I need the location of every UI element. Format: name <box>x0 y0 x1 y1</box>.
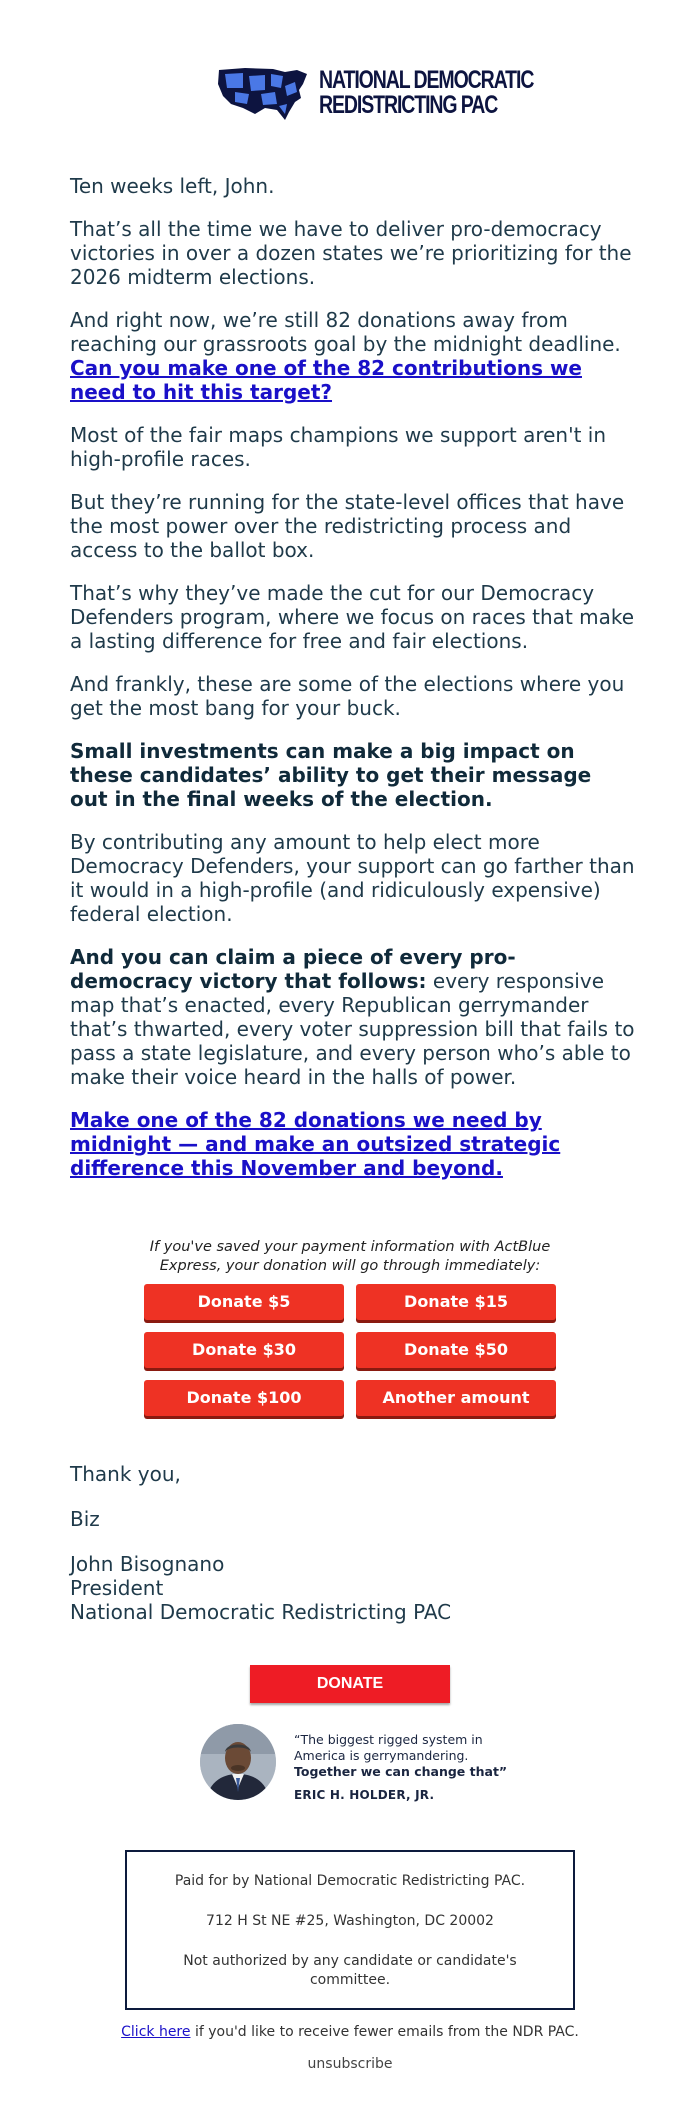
logo-wordmark <box>319 68 594 118</box>
donate-button[interactable]: DONATE <box>250 1665 450 1703</box>
paragraph-champions: Most of the fair maps champions we support aren't in high-profile races. <box>70 423 607 471</box>
not-authorized-text: Not authorized by any candidate or candidate's committee. <box>183 1953 517 1988</box>
paragraph-defenders-program: That’s why they’ve made the cut for our Democracy Defenders program, where we focus on races that make a lasting difference for free and fair elections. <box>70 581 635 653</box>
donate-block <box>144 1238 556 1416</box>
claim-victory-bold: And you can claim a piece of every pro-democracy victory that follows: <box>70 945 516 993</box>
signoff <box>70 1462 635 1624</box>
paragraph-final-cta <box>70 1108 635 1180</box>
logo-line-1: NATIONAL DEMOCRATIC <box>319 66 534 94</box>
holder-quote-block[interactable] <box>200 1724 520 1806</box>
small-investments-bold: Small investments can make a big impact on these candidates’ ability to get their message out in the final weeks of the election. <box>70 739 592 811</box>
donate-30-button[interactable]: Donate $30 <box>144 1332 344 1368</box>
logo-line-2: REDISTRICTING PAC <box>319 91 498 119</box>
paragraph-small-investments <box>70 739 635 811</box>
paragraph-state-offices: But they’re running for the state-level offices that have the most power over the redistricting process and access to the ballot box. <box>70 490 625 562</box>
donate-5-button[interactable]: Donate $5 <box>144 1284 344 1320</box>
another-amount-button[interactable]: Another amount <box>356 1380 556 1416</box>
email-body <box>70 174 635 1199</box>
quote-line-1: “The biggest rigged system in America is gerrymandering. <box>294 1732 483 1763</box>
nickname-text: Biz <box>70 1507 100 1531</box>
fewer-emails-line <box>0 2024 700 2040</box>
paragraph-time-left: That’s all the time we have to deliver pro-democracy victories in over a dozen states we’re prioritizing for the 2026 midterm elections. <box>70 217 632 289</box>
paragraph-goal <box>70 308 635 404</box>
paragraph-bang-for-buck: And frankly, these are some of the elections where you get the most bang for your buck. <box>70 672 625 720</box>
us-map-icon <box>215 64 311 122</box>
donate-button-grid <box>144 1284 556 1416</box>
donate-100-button[interactable]: Donate $100 <box>144 1380 344 1416</box>
signer-name: John Bisognano <box>70 1552 225 1576</box>
quote-author: ERIC H. HOLDER, JR. <box>294 1788 435 1802</box>
click-here-link[interactable]: Click here <box>121 2024 191 2040</box>
claim-victory-rest: every responsive map that’s enacted, every Republican gerrymander that’s thwarted, every voter suppression bill that fails to pass a state legislature, and every person who’s able to make their voice heard in the halls of power. <box>70 969 635 1089</box>
ndrpac-logo[interactable] <box>215 60 534 126</box>
signer-title: President <box>70 1576 164 1600</box>
contribute-link[interactable]: Can you make one of the 82 contributions we need to hit this target? <box>70 356 582 404</box>
address-text: 712 H St NE #25, Washington, DC 20002 <box>206 1913 494 1929</box>
donate-50-button[interactable]: Donate $50 <box>356 1332 556 1368</box>
paid-for-text: Paid for by National Democratic Redistricting PAC. <box>174 1873 526 1889</box>
portrait-icon <box>200 1724 276 1800</box>
paragraph-claim-victory <box>70 945 635 1089</box>
greeting-paragraph: Ten weeks left, John. <box>70 174 275 198</box>
goal-text: And right now, we’re still 82 donations away from reaching our grassroots goal by the midnight deadline. <box>70 308 621 356</box>
quote-line-2: Together we can change that” <box>294 1764 508 1779</box>
donate-15-button[interactable]: Donate $15 <box>356 1284 556 1320</box>
unsubscribe-link[interactable]: unsubscribe <box>307 2056 393 2072</box>
signer-org: National Democratic Redistricting PAC <box>70 1600 452 1624</box>
paragraph-contributing: By contributing any amount to help elect more Democracy Defenders, your support can go farther than it would in a high-profile (and ridiculously expensive) federal election. <box>70 830 635 926</box>
holder-avatar <box>200 1724 276 1800</box>
legal-disclaimer-box <box>125 1850 575 2010</box>
fewer-emails-text: if you'd like to receive fewer emails from the NDR PAC. <box>190 2024 579 2040</box>
holder-quote <box>294 1732 520 1803</box>
thanks-text: Thank you, <box>70 1462 181 1486</box>
final-donate-link[interactable]: Make one of the 82 donations we need by midnight — and make an outsized strategic difference this November and beyond. <box>70 1108 561 1180</box>
actblue-note: If you've saved your payment information with ActBlue Express, your donation will go through immediately: <box>149 1239 551 1274</box>
